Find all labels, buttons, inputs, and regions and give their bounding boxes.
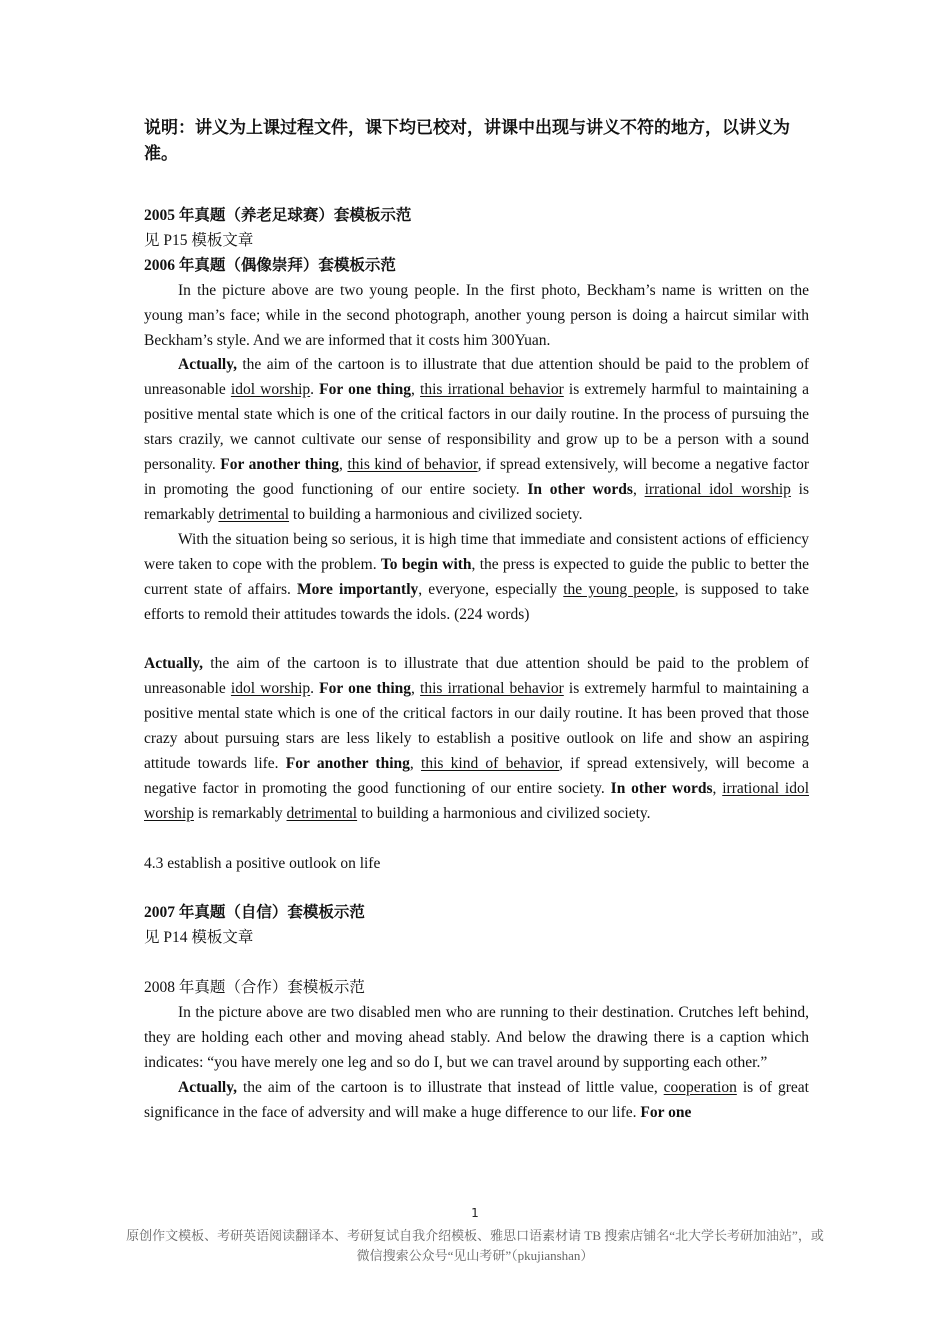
- bold-phrase: For one: [640, 1103, 692, 1121]
- handout-note: 说明：讲义为上课过程文件，课下均已校对，讲课中出现与讲义不符的地方，以讲义为准。: [144, 118, 790, 164]
- spacer: [144, 876, 809, 901]
- underlined-phrase: this irrational behavior: [420, 680, 564, 698]
- paragraph-2008-body: Actually, the aim of the cartoon is to illustrate that instead of little value, cooperation is of great significance in the face of adversity and will make a huge difference to our life. For one: [144, 1078, 809, 1121]
- underlined-phrase: this kind of behavior: [347, 456, 478, 474]
- paragraph-2006-intro: In the picture above are two young people. In the first photo, Beckham’s name is written on the young man’s face; while in the second photograph, another young person is doing a haircut similar with Beckham’s style. And we are informed that it costs him 300Yuan.: [144, 281, 809, 349]
- page-footer: 原创作文模板、考研英语阅读翻译本、考研复试自我介绍模板、雅思口语素材请 TB 搜索店铺名“北大学长考研加油站”，或微信搜索公众号“见山考研”（pkujianshan）: [126, 1228, 824, 1263]
- underlined-phrase: this irrational behavior: [420, 381, 564, 399]
- heading-2007: 2007 年真题（自信）套模板示范: [144, 904, 365, 922]
- paragraph-2008-intro: In the picture above are two disabled men who are running to their destination. Crutches left behind, they are holding each other and moving ahead stably. And below the drawing there is a caption which indicates: “you have merely one leg and so do I, but we can travel around by supporting each other.”: [144, 1003, 809, 1071]
- underlined-phrase: irrational idol worship: [644, 480, 791, 498]
- bold-phrase: For one thing: [319, 381, 411, 399]
- spacer: [144, 627, 809, 652]
- bold-phrase: For another thing: [285, 754, 410, 772]
- spacer: [144, 951, 809, 976]
- underlined-phrase: irrational idol worship: [144, 779, 810, 822]
- underlined-phrase: the young people: [563, 580, 675, 598]
- underlined-phrase: detrimental: [286, 804, 358, 822]
- page-content: [144, 115, 809, 1125]
- bold-phrase: For one thing: [319, 680, 411, 698]
- paragraph-2006-variant: Actually, the aim of the cartoon is to illustrate that due attention should be paid to the problem of unreasonable idol worship. For one thing, this irrational behavior is extremely harmful to maintaining a positive mental state which is one of the critical factors in our daily routine. It has been proved that those crazy about pursuing stars are less likely to establish a positive outlook on life and show an aspiring attitude towards life. For another thing, this kind of behavior, if spread extensively, will become a negative factor in promoting the good functioning of our entire society. In other words, irrational idol worship is remarkably detrimental to building a harmonious and civilized society.: [144, 655, 810, 822]
- bold-phrase: In other words: [610, 779, 713, 797]
- bold-phrase: Actually,: [178, 1078, 237, 1096]
- paragraph-2006-body: Actually, the aim of the cartoon is to illustrate that due attention should be paid to the problem of unreasonable idol worship. For one thing, this irrational behavior is extremely harmful to maintaining a positive mental state which is one of the critical factors in our daily routine. In the process of pursuing the stars crazily, we cannot cultivate our sense of responsibility and grow up to be a person with a sound personality. For another thing, this kind of behavior, if spread extensively, will become a negative factor in promoting the good functioning of our entire society. In other words, irrational idol worship is remarkably detrimental to building a harmonious and civilized society.: [144, 356, 810, 523]
- underlined-phrase: idol worship: [230, 680, 311, 698]
- bold-phrase: To begin with: [380, 555, 472, 573]
- underlined-phrase: idol worship: [230, 381, 311, 399]
- underlined-phrase: cooperation: [663, 1078, 737, 1096]
- spacer: [144, 827, 809, 852]
- ref-2005: 见 P15 模板文章: [144, 231, 254, 249]
- bold-phrase: For another thing: [220, 456, 340, 474]
- ref-2007: 见 P14 模板文章: [144, 929, 254, 947]
- bold-phrase: More importantly: [297, 580, 419, 598]
- heading-2008: 2008 年真题（合作）套模板示范: [144, 979, 365, 997]
- bold-phrase: In other words: [527, 480, 633, 498]
- paragraph-2006-conclusion: With the situation being so serious, it is high time that immediate and consistent actions of efficiency were taken to cope with the problem. To begin with, the press is expected to guide the public to better the current state of affairs. More importantly, everyone, especially the young people, is supposed to take efforts to remold their attitudes towards the idols. (224 words): [144, 530, 809, 623]
- heading-2005: 2005 年真题（养老足球赛）套模板示范: [144, 207, 412, 224]
- page-number: 1: [471, 1206, 479, 1220]
- underlined-phrase: detrimental: [218, 505, 290, 523]
- underlined-phrase: this kind of behavior: [421, 754, 560, 772]
- bold-phrase: Actually,: [144, 655, 203, 673]
- heading-2006: 2006 年真题（偶像崇拜）套模板示范: [144, 256, 396, 274]
- phrase-note: 4.3 establish a positive outlook on life: [144, 854, 381, 872]
- bold-phrase: Actually,: [178, 356, 237, 374]
